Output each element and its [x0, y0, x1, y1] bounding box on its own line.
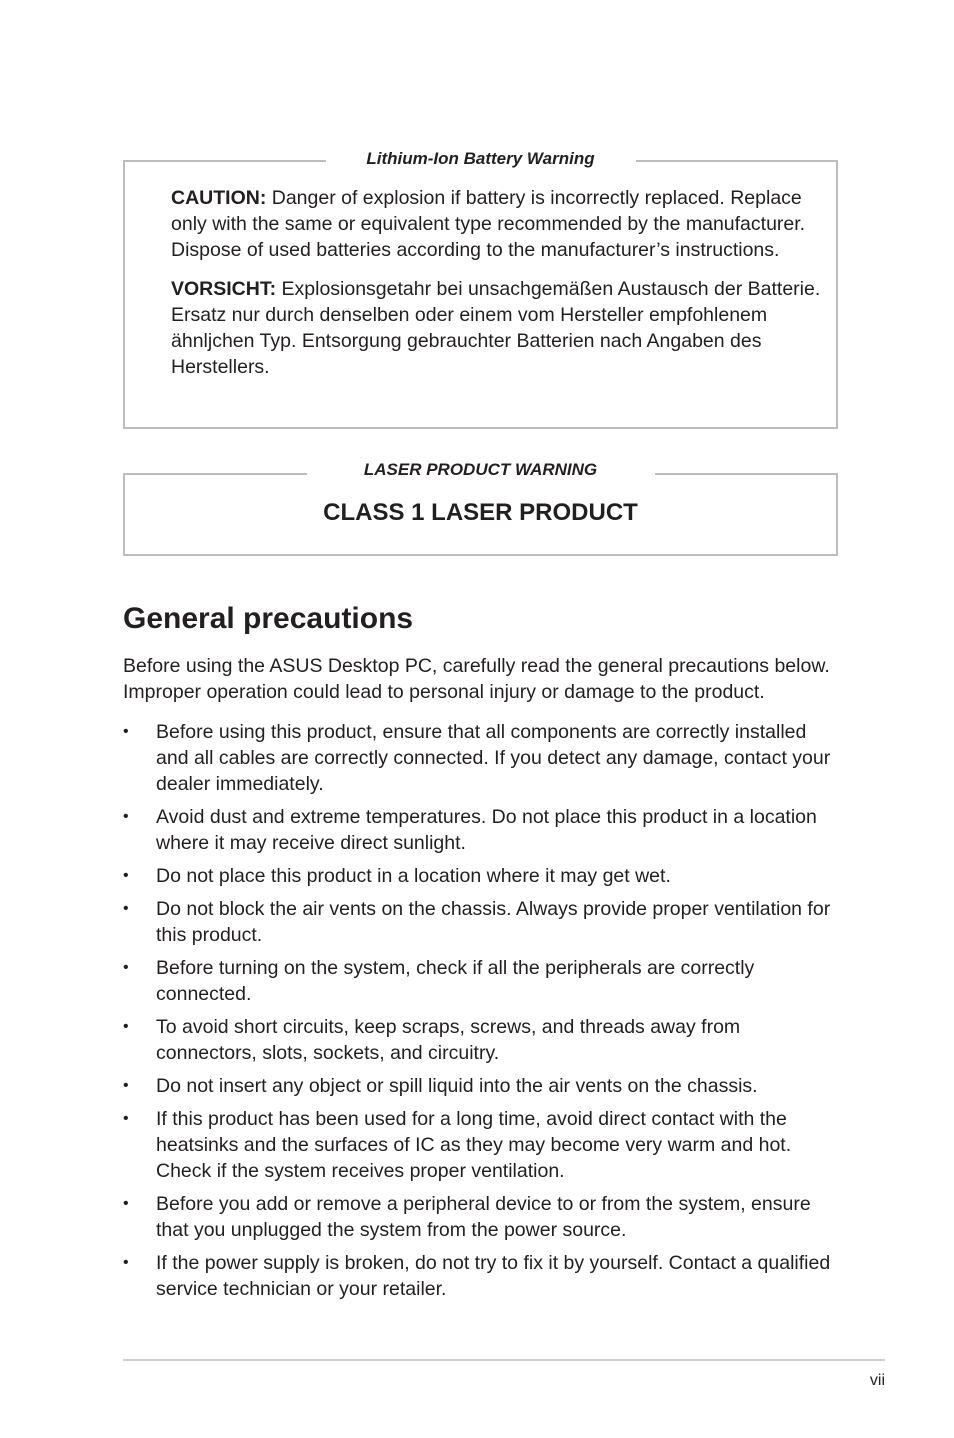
list-item: [123, 804, 838, 856]
list-item-text: Do not block the air vents on the chassis. Always provide proper ventilation for this product.: [156, 898, 831, 946]
list-item: [123, 1191, 838, 1243]
bullet-icon: •: [123, 959, 129, 976]
page-number: vii: [869, 1372, 885, 1389]
battery-warning-box: [123, 149, 838, 429]
list-item-text: Before you add or remove a peripheral device to or from the system, ensure that you unplugged the system from the power source.: [156, 1193, 811, 1241]
intro-paragraph: Before using the ASUS Desktop PC, carefully read the general precautions below. Improper operation could lead to personal injury or damage to the product.: [123, 655, 830, 703]
bullet-icon: •: [123, 808, 129, 825]
list-item: [123, 1250, 838, 1302]
section-heading: General precautions: [123, 602, 414, 635]
bullet-icon: •: [123, 1254, 129, 1271]
list-item: [123, 896, 838, 948]
list-item-text: Do not insert any object or spill liquid into the air vents on the chassis.: [156, 1075, 758, 1097]
list-item-text: Do not place this product in a location where it may get wet.: [156, 865, 671, 887]
list-item: [123, 719, 838, 797]
list-item: [123, 1106, 838, 1184]
bullet-icon: •: [123, 723, 129, 740]
list-item: [123, 1014, 838, 1066]
bullet-icon: •: [123, 867, 129, 884]
caution-label: CAUTION:: [171, 187, 267, 209]
vorsicht-paragraph: [171, 276, 831, 380]
vorsicht-label: VORSICHT:: [171, 278, 277, 300]
list-item: [123, 955, 838, 1007]
list-item-text: Before using this product, ensure that all components are correctly installed and all cables are correctly connected. If you detect any damage, contact your dealer immediately.: [156, 721, 831, 795]
list-item-text: Avoid dust and extreme temperatures. Do not place this product in a location where it may receive direct sunlight.: [156, 806, 817, 854]
bullet-icon: •: [123, 1195, 129, 1212]
list-item-text: To avoid short circuits, keep scraps, screws, and threads away from connectors, slots, sockets, and circuitry.: [156, 1016, 741, 1064]
bullet-icon: •: [123, 900, 129, 917]
caution-text: Danger of explosion if battery is incorrectly replaced. Replace only with the same or equivalent type recommended by the manufacturer. Dispose of used batteries according to the manufacturer’s instructions.: [171, 187, 806, 261]
list-item-text: Before turning on the system, check if all the peripherals are correctly connected.: [156, 957, 755, 1005]
footer-divider: [123, 1359, 885, 1361]
battery-warning-title: Lithium-Ion Battery Warning: [326, 149, 636, 169]
list-item: [123, 863, 838, 889]
precautions-list: [123, 719, 838, 1309]
list-item-text: If the power supply is broken, do not try to fix it by yourself. Contact a qualified service technician or your retailer.: [156, 1252, 831, 1300]
list-item: [123, 1073, 838, 1099]
laser-warning-title: LASER PRODUCT WARNING: [307, 460, 655, 480]
vorsicht-text: Explosionsgetahr bei unsachgemäßen Austausch der Batterie. Ersatz nur durch denselben oder einem vom Hersteller empfohlenem ähnljchen Typ. Entsorgung gebrauchter Batterien nach Angaben des Herstellers.: [171, 278, 821, 378]
bullet-icon: •: [123, 1077, 129, 1094]
list-item-text: If this product has been used for a long time, avoid direct contact with the heatsinks and the surfaces of IC as they may become very warm and hot. Check if the system receives proper ventilation.: [156, 1108, 792, 1182]
bullet-icon: •: [123, 1018, 129, 1035]
laser-class-label: CLASS 1 LASER PRODUCT: [323, 499, 638, 526]
laser-warning-box: [123, 460, 838, 556]
caution-paragraph: [171, 185, 831, 263]
bullet-icon: •: [123, 1110, 129, 1127]
